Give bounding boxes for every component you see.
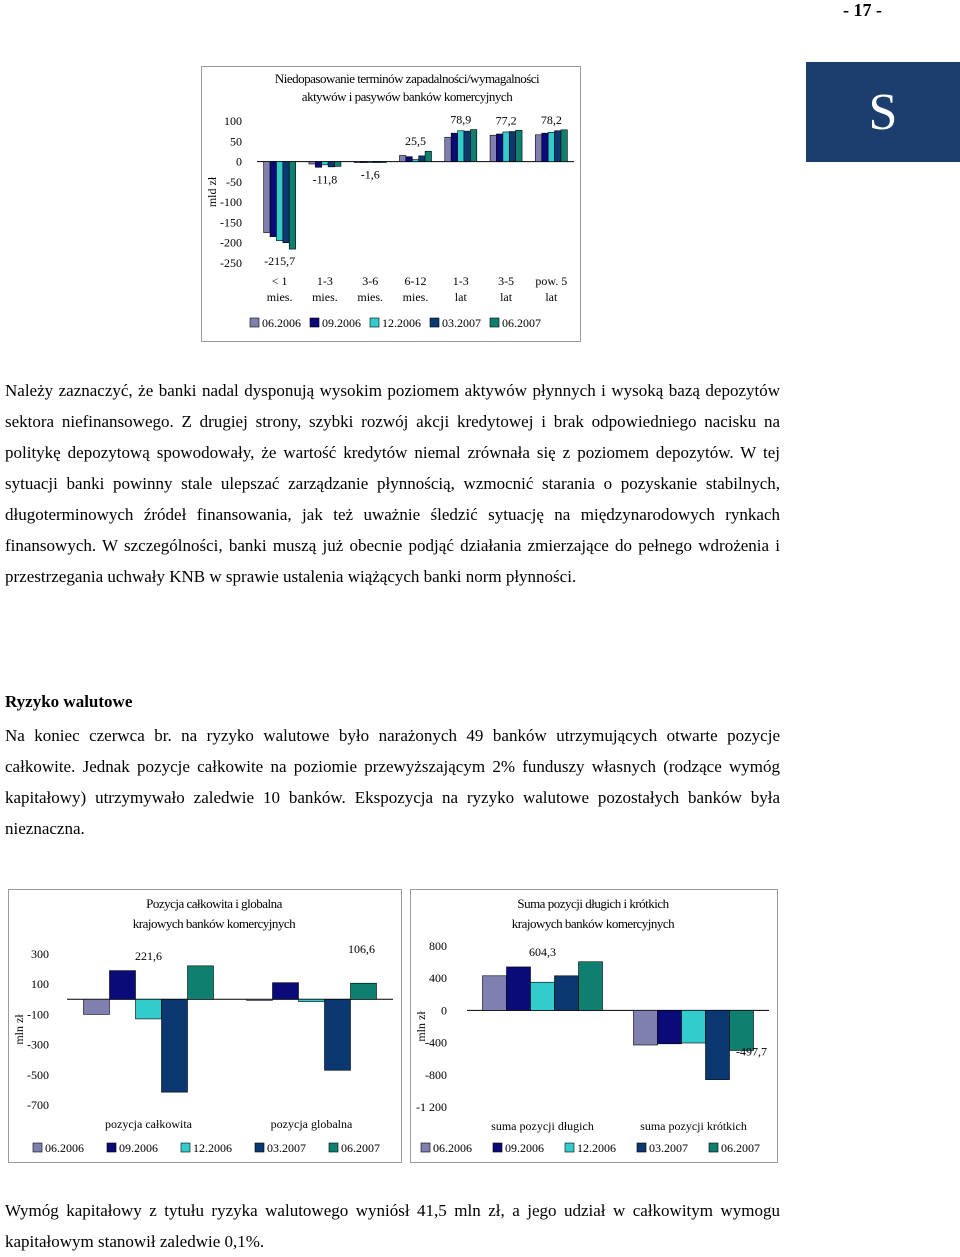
total-global-position-chart xyxy=(8,889,402,1163)
bar-03.2007 xyxy=(464,131,470,161)
long-short-positions-chart xyxy=(410,889,778,1163)
bar-06.2007 xyxy=(351,983,377,999)
bar-06.2006 xyxy=(634,1010,658,1045)
bar-09.2006 xyxy=(507,967,531,1010)
long-short-positions-chart-svg xyxy=(411,890,777,1162)
category-label: suma pozycji krótkich xyxy=(640,1119,747,1133)
data-label: 78,2 xyxy=(540,112,562,127)
bar-03.2007 xyxy=(328,162,334,167)
category-label: pow. 5 xyxy=(535,274,568,288)
y-tick-label: 50 xyxy=(230,134,242,149)
y-tick-label: -1 200 xyxy=(416,1100,447,1114)
category-label: mies. xyxy=(357,290,384,304)
category-label: mies. xyxy=(402,290,429,304)
legend-label: 03.2007 xyxy=(442,316,481,330)
category-label: lat xyxy=(545,290,558,304)
legend-label: 09.2006 xyxy=(322,316,361,330)
legend-label: 06.2006 xyxy=(45,1141,84,1155)
chart-title-line: Suma pozycji długich i krótkich xyxy=(517,896,669,911)
legend-swatch xyxy=(370,318,379,327)
bar-06.2007 xyxy=(516,130,522,161)
data-label: 25,5 xyxy=(405,134,426,149)
bar-06.2006 xyxy=(309,162,315,164)
legend-swatch xyxy=(255,1143,264,1152)
legend-label: 06.2007 xyxy=(341,1141,380,1155)
bar-09.2006 xyxy=(270,162,276,237)
legend-label: 12.2006 xyxy=(382,316,421,330)
chart-title-line: krajowych banków komercyjnych xyxy=(511,916,675,931)
bar-09.2006 xyxy=(406,157,412,162)
chart-title-line: Niedopasowanie terminów zapadalności/wymagalności xyxy=(274,71,540,86)
bar-03.2007 xyxy=(373,162,379,163)
legend-swatch xyxy=(181,1143,190,1152)
bar-03.2007 xyxy=(419,156,425,162)
legend-swatch xyxy=(709,1143,718,1152)
bar-06.2006 xyxy=(445,137,451,161)
bar-06.2006 xyxy=(483,976,507,1011)
maturity-gap-chart-svg xyxy=(202,67,580,341)
category-label: lat xyxy=(500,290,513,304)
bar-09.2006 xyxy=(451,133,457,161)
section-tab: S xyxy=(806,62,960,162)
bar-06.2007 xyxy=(425,151,431,161)
bar-12.2006 xyxy=(299,999,325,1001)
legend-swatch xyxy=(329,1143,338,1152)
category-label: 1-3 xyxy=(316,274,333,288)
data-label: -1,6 xyxy=(360,167,380,182)
y-axis-label: mld zł xyxy=(205,176,219,208)
legend-label: 03.2007 xyxy=(267,1141,306,1155)
bar-06.2006 xyxy=(535,135,541,162)
category-label: pozycja globalna xyxy=(270,1117,353,1131)
bar-09.2006 xyxy=(542,133,548,161)
bar-03.2007 xyxy=(162,999,188,1092)
legend-swatch xyxy=(490,318,499,327)
data-label: 77,2 xyxy=(495,113,517,128)
chart-title-line: krajowych banków komercyjnych xyxy=(132,916,296,931)
bar-03.2007 xyxy=(555,976,579,1011)
bar-06.2007 xyxy=(561,130,567,162)
y-tick-label: 0 xyxy=(236,154,242,169)
bar-12.2006 xyxy=(458,131,464,162)
legend-label: 06.2006 xyxy=(262,316,301,330)
bar-12.2006 xyxy=(322,162,328,165)
category-label: lat xyxy=(454,290,467,304)
bar-12.2006 xyxy=(412,160,418,162)
bar-06.2006 xyxy=(354,162,360,163)
bar-12.2006 xyxy=(503,132,509,162)
y-tick-label: -50 xyxy=(226,174,242,189)
data-label: 78,9 xyxy=(450,112,472,127)
bar-09.2006 xyxy=(496,134,502,162)
legend-swatch xyxy=(310,318,319,327)
legend-swatch xyxy=(493,1143,502,1152)
bar-09.2006 xyxy=(273,983,299,1000)
bar-03.2007 xyxy=(555,131,561,162)
bar-06.2006 xyxy=(490,135,496,161)
y-tick-label: -800 xyxy=(425,1067,447,1082)
section-heading: Ryzyko walutowe xyxy=(5,692,133,711)
bar-06.2007 xyxy=(579,962,603,1011)
chart-title-line: aktywów i pasywów banków komercyjnych xyxy=(301,89,513,104)
bar-06.2007 xyxy=(380,162,386,163)
bar-06.2007 xyxy=(289,162,295,250)
y-tick-label: -700 xyxy=(27,1098,49,1112)
legend-label: 12.2006 xyxy=(577,1141,616,1155)
legend-label: 06.2007 xyxy=(502,316,541,330)
data-label: -11,8 xyxy=(312,172,338,187)
y-tick-label: 0 xyxy=(441,1003,447,1018)
legend-label: 09.2006 xyxy=(505,1141,544,1155)
y-axis-label: mln zł xyxy=(12,1014,26,1045)
y-tick-label: 100 xyxy=(31,977,49,992)
bar-09.2006 xyxy=(658,1010,682,1043)
chart-title-line: Pozycja całkowita i globalna xyxy=(146,896,282,911)
legend-swatch xyxy=(565,1143,574,1152)
y-tick-label: 400 xyxy=(429,971,447,986)
legend-label: 12.2006 xyxy=(193,1141,232,1155)
category-label: 3-5 xyxy=(498,274,515,288)
y-tick-label: 300 xyxy=(31,947,49,961)
bar-06.2006 xyxy=(84,999,110,1014)
bar-12.2006 xyxy=(682,1010,706,1043)
y-tick-label: -100 xyxy=(220,195,242,210)
bar-06.2006 xyxy=(264,162,270,233)
page-number: - 17 - xyxy=(843,0,882,20)
legend-label: 09.2006 xyxy=(119,1141,158,1155)
bar-06.2007 xyxy=(335,162,341,167)
category-label: suma pozycji długich xyxy=(491,1119,594,1133)
bar-06.2007 xyxy=(470,130,476,162)
legend-swatch xyxy=(421,1143,430,1152)
legend-swatch xyxy=(107,1143,116,1152)
bar-12.2006 xyxy=(136,999,162,1019)
category-label: 6-12 xyxy=(404,274,427,288)
bar-12.2006 xyxy=(367,162,373,163)
maturity-gap-chart xyxy=(201,66,581,342)
category-label: pozycja całkowita xyxy=(105,1117,192,1131)
legend-swatch xyxy=(637,1143,646,1152)
y-tick-label: -200 xyxy=(220,235,242,250)
data-label: -497,7 xyxy=(736,1044,767,1059)
bar-06.2006 xyxy=(247,999,273,1000)
y-tick-label: -250 xyxy=(220,256,242,270)
legend-label: 06.2006 xyxy=(433,1141,472,1155)
paragraph-fx-risk: Na koniec czerwca br. na ryzyko walutowe było narażonych 49 banków utrzymujących otwarte pozycje całkowite. Jednak pozycje całkowite na poziomie przewyższającym 2% funduszy własnych (rodzące wymóg kapitałowy) utrzymywało zaledwie 10 banków. Ekspozycja na ryzyko walutowe pozostałych banków była nieznaczna. xyxy=(5,726,780,838)
category-label: 3-6 xyxy=(362,274,379,288)
bar-03.2007 xyxy=(509,132,515,162)
data-label: 221,6 xyxy=(135,948,162,963)
data-label: -215,7 xyxy=(264,254,296,269)
bar-03.2007 xyxy=(706,1010,730,1079)
legend-label: 06.2007 xyxy=(721,1141,760,1155)
bar-12.2006 xyxy=(276,162,282,241)
y-tick-label: 800 xyxy=(429,939,447,953)
paragraph-liquidity: Należy zaznaczyć, że banki nadal dysponują wysokim poziomem aktywów płynnych i wysoką bazą depozytów sektora niefinansowego. Z drugiej strony, szybki rozwój akcji kredytowej i brak odpowiedniego nacisku na politykę depozytową spowodowały, że wartość kredytów niemal zrównała się z poziomem depozytów. W tej sytuacji banki powinny stale ulepszać zarządzanie płynnością, wzmocnić starania o pozyskanie stabilnych, długoterminowych źródeł finansowania, jak też uważnie śledzić sytuację na międzynarodowych rynkach finansowych. W szczególności, banki muszą już obecnie podjąć działania zmierzające do pełnego wdrożenia i przestrzegania uchwały KNB w sprawie ustalenia wiążących banki norm płynności. xyxy=(5,381,780,586)
paragraph-capital-requirement: Wymóg kapitałowy z tytułu ryzyka walutowego wyniósł 41,5 mln zł, a jego udział w całkowitym wymogu kapitałowym stanowił zaledwie 0,1%. xyxy=(5,1201,780,1251)
y-tick-label: -150 xyxy=(220,215,242,230)
legend-label: 03.2007 xyxy=(649,1141,688,1155)
data-label: 106,6 xyxy=(348,942,375,957)
category-label: mies. xyxy=(312,290,338,304)
y-axis-label: mln zł xyxy=(414,1011,428,1042)
bar-12.2006 xyxy=(531,982,555,1010)
bar-12.2006 xyxy=(548,132,554,161)
category-label: mies. xyxy=(266,290,293,304)
legend-swatch xyxy=(33,1143,42,1152)
y-tick-label: -400 xyxy=(425,1035,447,1050)
y-tick-label: -300 xyxy=(27,1037,49,1052)
bar-03.2007 xyxy=(283,162,289,243)
bar-06.2006 xyxy=(400,155,406,161)
data-label: 604,3 xyxy=(529,944,556,959)
bar-09.2006 xyxy=(110,971,136,1000)
legend-swatch xyxy=(430,318,439,327)
bar-03.2007 xyxy=(325,999,351,1070)
y-tick-label: -500 xyxy=(27,1067,49,1082)
bar-09.2006 xyxy=(361,162,367,163)
bar-06.2007 xyxy=(188,966,214,999)
total-global-position-chart-svg xyxy=(9,890,401,1162)
y-tick-label: -100 xyxy=(27,1007,49,1022)
bar-09.2006 xyxy=(315,162,321,168)
category-label: < 1 xyxy=(271,274,288,288)
legend-swatch xyxy=(250,318,259,327)
y-tick-label: 100 xyxy=(224,114,242,128)
category-label: 1-3 xyxy=(452,274,469,288)
